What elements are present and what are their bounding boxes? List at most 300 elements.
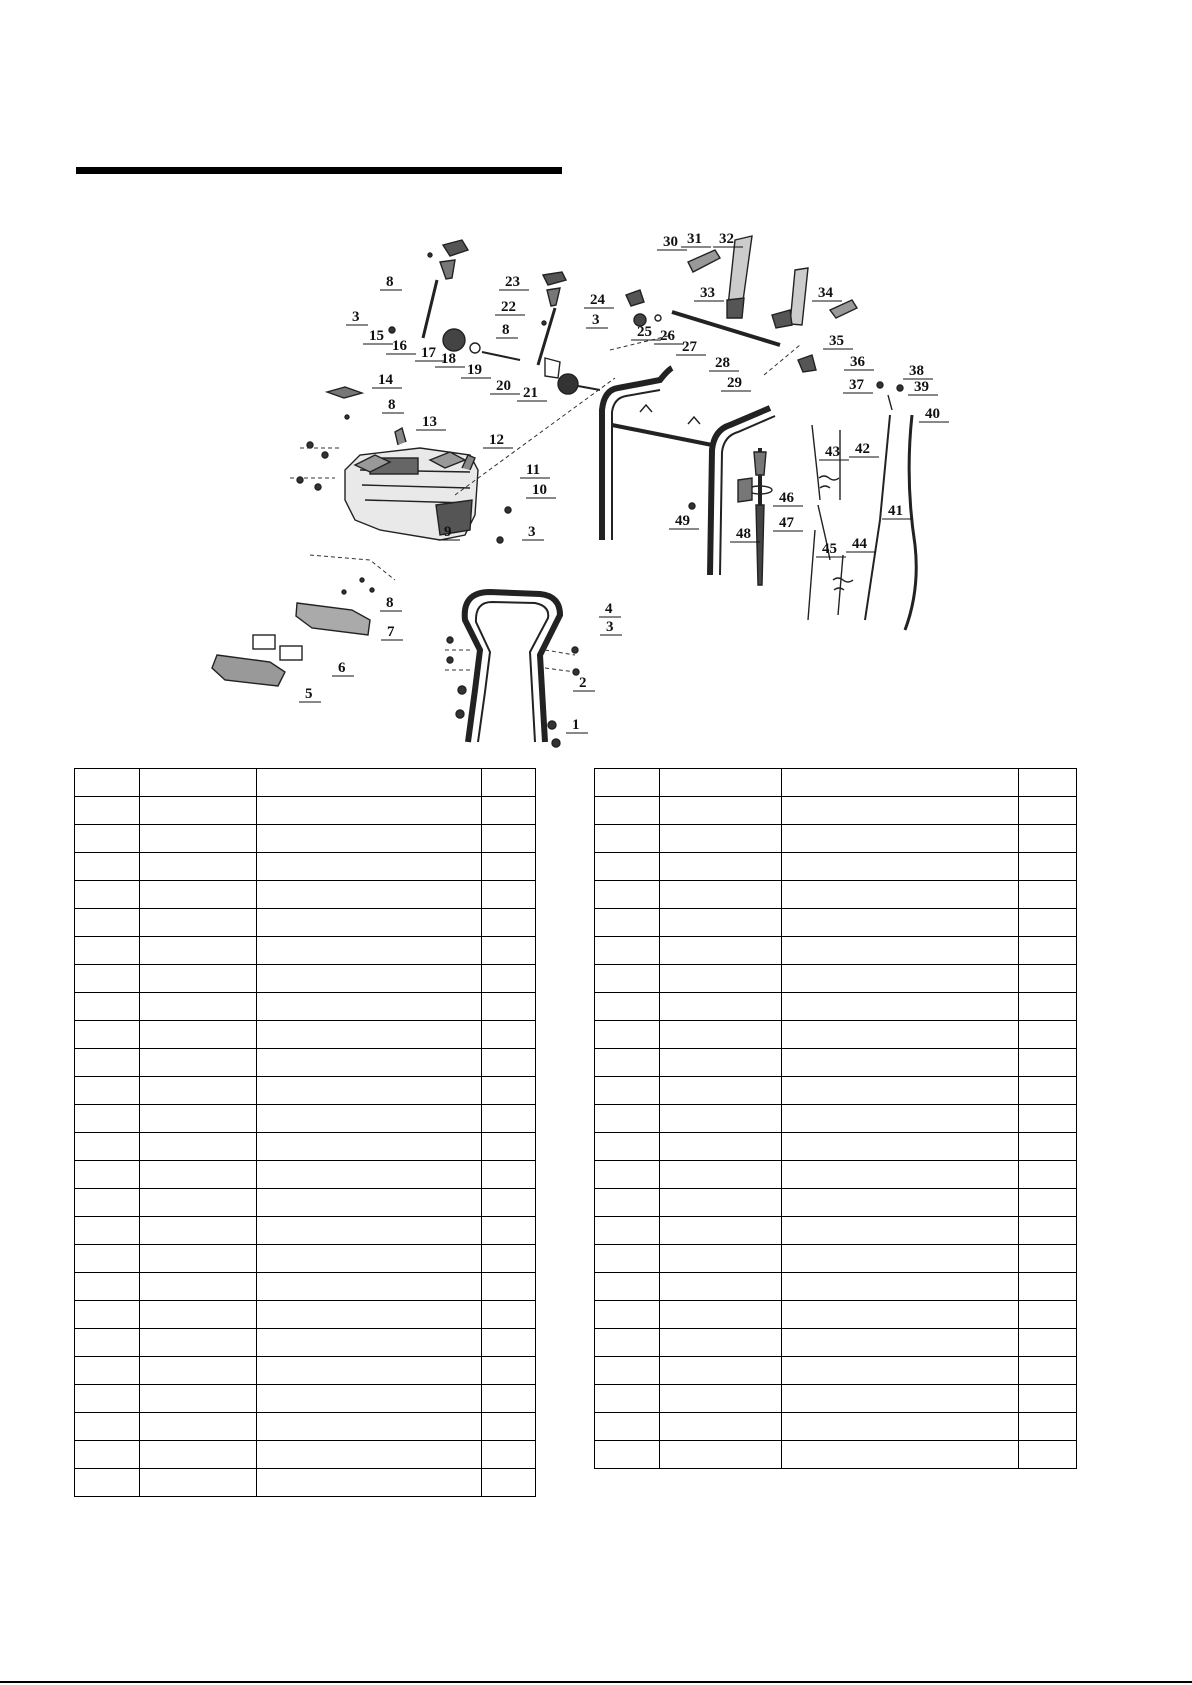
right-table-cell	[782, 1021, 1019, 1049]
callout-40: 40	[925, 406, 940, 422]
footer-rule	[0, 1681, 1192, 1683]
right-table-cell	[660, 881, 782, 909]
left-table-cell	[482, 853, 536, 881]
right-table-cell	[660, 1329, 782, 1357]
right-table-cell	[660, 769, 782, 797]
left-table-cell	[75, 909, 140, 937]
left-table-cell	[257, 909, 482, 937]
left-table-cell	[140, 1049, 257, 1077]
callout-12: 12	[489, 432, 504, 448]
right-table-cell	[660, 1273, 782, 1301]
table-row	[595, 1161, 1077, 1189]
left-table-cell	[140, 1021, 257, 1049]
callout-17: 17	[421, 345, 436, 361]
callout-11: 11	[526, 462, 541, 478]
callout-46: 46	[779, 490, 794, 506]
callout-8: 8	[388, 397, 396, 413]
table-row	[595, 1301, 1077, 1329]
right-table-cell	[1019, 1189, 1077, 1217]
right-table-cell	[660, 1161, 782, 1189]
left-table-cell	[140, 993, 257, 1021]
table-row	[595, 1217, 1077, 1245]
left-table-cell	[75, 1329, 140, 1357]
table-row	[595, 1357, 1077, 1385]
right-table-cell	[1019, 853, 1077, 881]
left-table-cell	[482, 993, 536, 1021]
left-table-cell	[482, 1385, 536, 1413]
right-table-cell	[1019, 965, 1077, 993]
left-table-cell	[482, 1161, 536, 1189]
table-row	[595, 937, 1077, 965]
right-table-cell	[782, 1413, 1019, 1441]
left-table-cell	[140, 769, 257, 797]
callout-49: 49	[675, 513, 690, 529]
left-table-cell	[482, 1273, 536, 1301]
table-row	[75, 797, 536, 825]
table-row	[75, 1301, 536, 1329]
table-row	[595, 909, 1077, 937]
left-table-cell	[140, 1357, 257, 1385]
left-table-cell	[140, 1385, 257, 1413]
table-row	[75, 825, 536, 853]
callout-35: 35	[829, 333, 844, 349]
left-table-cell	[257, 1049, 482, 1077]
right-table-cell	[595, 1273, 660, 1301]
right-table-cell	[782, 909, 1019, 937]
right-table-cell	[660, 1217, 782, 1245]
left-table-cell	[140, 1245, 257, 1273]
right-table-cell	[782, 937, 1019, 965]
right-table-cell	[1019, 1413, 1077, 1441]
callout-20: 20	[496, 378, 511, 394]
right-table-cell	[595, 909, 660, 937]
left-table-cell	[257, 1441, 482, 1469]
callout-28: 28	[715, 355, 730, 371]
left-table-cell	[257, 825, 482, 853]
callout-7: 7	[387, 624, 395, 640]
left-table-cell	[75, 1301, 140, 1329]
left-table-cell	[75, 853, 140, 881]
left-table-cell	[482, 1077, 536, 1105]
left-table-cell	[257, 1301, 482, 1329]
table-row	[595, 1245, 1077, 1273]
left-table-cell	[482, 1133, 536, 1161]
left-table-cell	[257, 993, 482, 1021]
left-table-cell	[75, 797, 140, 825]
right-table-cell	[660, 1385, 782, 1413]
left-table-cell	[257, 797, 482, 825]
left-table-cell	[75, 1189, 140, 1217]
right-table-cell	[782, 1161, 1019, 1189]
right-table-cell	[782, 1105, 1019, 1133]
left-table-cell	[75, 825, 140, 853]
callout-39: 39	[914, 379, 929, 395]
table-row	[595, 769, 1077, 797]
right-table-cell	[1019, 1217, 1077, 1245]
table-row	[75, 1105, 536, 1133]
right-table-cell	[782, 769, 1019, 797]
left-table-cell	[140, 965, 257, 993]
left-table-cell	[140, 1469, 257, 1497]
table-row	[75, 909, 536, 937]
right-table-cell	[595, 1245, 660, 1273]
callout-3: 3	[352, 309, 360, 325]
left-table-cell	[140, 909, 257, 937]
table-row	[595, 1077, 1077, 1105]
right-table-cell	[782, 965, 1019, 993]
table-row	[75, 1189, 536, 1217]
left-table-cell	[482, 881, 536, 909]
callout-3: 3	[592, 312, 600, 328]
left-table-cell	[482, 1217, 536, 1245]
left-table-cell	[75, 769, 140, 797]
callout-2: 2	[579, 675, 587, 691]
right-table-cell	[595, 1189, 660, 1217]
left-table-cell	[482, 909, 536, 937]
table-row	[75, 1357, 536, 1385]
right-table-cell	[1019, 1049, 1077, 1077]
table-row	[75, 881, 536, 909]
left-table-cell	[257, 853, 482, 881]
right-table-cell	[595, 965, 660, 993]
right-table-cell	[595, 825, 660, 853]
table-row	[595, 1189, 1077, 1217]
left-table-cell	[482, 1189, 536, 1217]
callout-37: 37	[849, 377, 864, 393]
right-table-cell	[660, 1049, 782, 1077]
right-table-cell	[1019, 1329, 1077, 1357]
left-table-cell	[75, 1133, 140, 1161]
right-table-cell	[595, 993, 660, 1021]
left-table-cell	[257, 769, 482, 797]
left-table-cell	[75, 1413, 140, 1441]
right-table-cell	[660, 1441, 782, 1469]
callout-9: 9	[444, 524, 452, 540]
right-table-cell	[660, 825, 782, 853]
right-table-cell	[660, 1301, 782, 1329]
callout-41: 41	[888, 503, 903, 519]
left-table-cell	[140, 1105, 257, 1133]
right-table-cell	[782, 881, 1019, 909]
right-table-cell	[595, 1413, 660, 1441]
right-table-cell	[660, 1357, 782, 1385]
table-row	[595, 825, 1077, 853]
left-table-cell	[75, 1441, 140, 1469]
table-row	[75, 1133, 536, 1161]
left-table-cell	[140, 1133, 257, 1161]
left-table-cell	[75, 1049, 140, 1077]
table-row	[595, 1441, 1077, 1469]
table-row	[595, 1273, 1077, 1301]
right-table-cell	[1019, 881, 1077, 909]
left-table-cell	[257, 881, 482, 909]
callout-23: 23	[505, 274, 520, 290]
callout-21: 21	[523, 385, 538, 401]
left-table-cell	[75, 1161, 140, 1189]
left-table-cell	[75, 1077, 140, 1105]
callout-10: 10	[532, 482, 547, 498]
left-table-cell	[257, 1217, 482, 1245]
left-table-cell	[257, 937, 482, 965]
right-table-cell	[782, 825, 1019, 853]
right-table-cell	[1019, 1357, 1077, 1385]
table-row	[75, 993, 536, 1021]
table-row	[595, 1049, 1077, 1077]
right-table-cell	[1019, 1245, 1077, 1273]
right-table-cell	[595, 1161, 660, 1189]
callout-25: 25	[637, 324, 652, 340]
callout-18: 18	[441, 351, 456, 367]
right-table-cell	[782, 1189, 1019, 1217]
callout-30: 30	[663, 234, 678, 250]
right-table-cell	[1019, 1161, 1077, 1189]
right-table-cell	[782, 1441, 1019, 1469]
left-table-cell	[482, 937, 536, 965]
right-table-cell	[660, 1413, 782, 1441]
left-table-cell	[140, 1273, 257, 1301]
table-row	[75, 937, 536, 965]
callout-5: 5	[305, 686, 313, 702]
right-table-cell	[782, 1357, 1019, 1385]
right-table-cell	[1019, 825, 1077, 853]
left-table-cell	[482, 1301, 536, 1329]
right-table-cell	[782, 1385, 1019, 1413]
callout-47: 47	[779, 515, 794, 531]
callout-14: 14	[378, 372, 393, 388]
left-table-cell	[482, 797, 536, 825]
left-table-cell	[140, 1413, 257, 1441]
right-table-cell	[595, 1441, 660, 1469]
right-table-cell	[1019, 1441, 1077, 1469]
callout-8: 8	[386, 595, 394, 611]
right-table-cell	[595, 1357, 660, 1385]
left-table-cell	[257, 965, 482, 993]
table-row	[75, 965, 536, 993]
table-row	[595, 1133, 1077, 1161]
callout-43: 43	[825, 444, 840, 460]
left-table-cell	[482, 825, 536, 853]
callout-16: 16	[392, 338, 407, 354]
table-row	[595, 1413, 1077, 1441]
right-table-cell	[782, 1245, 1019, 1273]
left-table-cell	[140, 797, 257, 825]
right-table-cell	[782, 993, 1019, 1021]
right-table-cell	[1019, 993, 1077, 1021]
diagram-artwork	[212, 236, 916, 747]
left-table-cell	[75, 1245, 140, 1273]
parts-list-table-right	[594, 768, 1077, 1469]
left-table-cell	[75, 1217, 140, 1245]
right-table-cell	[1019, 1273, 1077, 1301]
table-row	[595, 881, 1077, 909]
left-table-cell	[140, 1301, 257, 1329]
callout-38: 38	[909, 363, 924, 379]
left-table-cell	[257, 1273, 482, 1301]
left-table-cell	[482, 1329, 536, 1357]
right-table-cell	[660, 993, 782, 1021]
left-table-cell	[482, 1049, 536, 1077]
table-row	[595, 1021, 1077, 1049]
right-table-cell	[1019, 1105, 1077, 1133]
table-row	[75, 1413, 536, 1441]
right-table-cell	[782, 1077, 1019, 1105]
callout-27: 27	[682, 339, 697, 355]
table-row	[75, 1049, 536, 1077]
left-table-cell	[257, 1385, 482, 1413]
left-table-cell	[140, 937, 257, 965]
right-table-cell	[595, 881, 660, 909]
left-table-cell	[257, 1077, 482, 1105]
right-table-cell	[1019, 937, 1077, 965]
right-table-cell	[595, 937, 660, 965]
callout-22: 22	[501, 299, 516, 315]
right-table-cell	[1019, 797, 1077, 825]
right-table-cell	[1019, 1133, 1077, 1161]
table-row	[75, 853, 536, 881]
right-table-cell	[595, 1105, 660, 1133]
callout-32: 32	[719, 231, 734, 247]
left-table-cell	[482, 1413, 536, 1441]
callout-34: 34	[818, 285, 833, 301]
left-table-cell	[482, 1357, 536, 1385]
left-table-cell	[75, 1469, 140, 1497]
right-table-cell	[782, 1329, 1019, 1357]
callout-15: 15	[369, 328, 384, 344]
right-table-cell	[595, 1021, 660, 1049]
callout-31: 31	[687, 231, 702, 247]
right-table-cell	[660, 1021, 782, 1049]
left-table-cell	[257, 1021, 482, 1049]
right-table-cell	[660, 909, 782, 937]
left-table-cell	[75, 1105, 140, 1133]
right-table-cell	[595, 1077, 660, 1105]
left-table-cell	[257, 1245, 482, 1273]
right-table-cell	[782, 1133, 1019, 1161]
table-row	[75, 1077, 536, 1105]
right-table-cell	[595, 1329, 660, 1357]
callout-48: 48	[736, 526, 751, 542]
exploded-parts-diagram	[0, 0, 1192, 760]
right-table-cell	[1019, 1077, 1077, 1105]
table-row	[75, 1329, 536, 1357]
left-table-cell	[75, 1385, 140, 1413]
callout-4: 4	[605, 601, 613, 617]
left-table-cell	[140, 1329, 257, 1357]
callout-26: 26	[660, 328, 675, 344]
left-table-cell	[140, 1441, 257, 1469]
table-row	[595, 797, 1077, 825]
callout-29: 29	[727, 375, 742, 391]
left-table-cell	[257, 1133, 482, 1161]
left-table-cell	[75, 937, 140, 965]
parts-list-table-left	[74, 768, 536, 1497]
left-table-cell	[257, 1329, 482, 1357]
right-table-cell	[595, 769, 660, 797]
left-table-cell	[140, 825, 257, 853]
table-row	[75, 1217, 536, 1245]
table-row	[75, 1469, 536, 1497]
right-table-cell	[660, 1189, 782, 1217]
callout-1: 1	[572, 717, 580, 733]
left-table-cell	[257, 1357, 482, 1385]
left-table-cell	[140, 1189, 257, 1217]
callout-19: 19	[467, 362, 482, 378]
right-table-cell	[782, 1301, 1019, 1329]
left-table-cell	[257, 1469, 482, 1497]
left-table-cell	[75, 881, 140, 909]
table-row	[75, 1021, 536, 1049]
right-table-cell	[660, 937, 782, 965]
callout-44: 44	[852, 536, 867, 552]
table-row	[75, 1161, 536, 1189]
left-table-cell	[75, 1357, 140, 1385]
table-row	[595, 993, 1077, 1021]
table-row	[595, 1105, 1077, 1133]
left-table-cell	[482, 1105, 536, 1133]
right-table-cell	[595, 1385, 660, 1413]
callout-8: 8	[386, 274, 394, 290]
right-table-cell	[660, 1245, 782, 1273]
left-table-cell	[257, 1105, 482, 1133]
left-table-cell	[257, 1189, 482, 1217]
right-table-cell	[782, 1217, 1019, 1245]
callout-8: 8	[502, 322, 510, 338]
right-table-cell	[595, 1217, 660, 1245]
left-table-cell	[75, 1273, 140, 1301]
callout-36: 36	[850, 354, 865, 370]
left-table-cell	[482, 965, 536, 993]
right-table-cell	[1019, 1385, 1077, 1413]
right-table-cell	[782, 797, 1019, 825]
table-row	[595, 1385, 1077, 1413]
right-table-cell	[595, 853, 660, 881]
table-row	[75, 769, 536, 797]
callout-3: 3	[528, 524, 536, 540]
right-table-cell	[595, 1133, 660, 1161]
callout-24: 24	[590, 292, 605, 308]
left-table-cell	[140, 1217, 257, 1245]
table-row	[595, 965, 1077, 993]
callout-45: 45	[822, 541, 837, 557]
left-table-cell	[140, 881, 257, 909]
left-table-cell	[75, 1021, 140, 1049]
right-table-cell	[595, 1049, 660, 1077]
left-table-cell	[482, 1441, 536, 1469]
callout-6: 6	[338, 660, 346, 676]
table-row	[75, 1245, 536, 1273]
left-table-cell	[140, 1161, 257, 1189]
right-table-cell	[782, 1273, 1019, 1301]
callout-42: 42	[855, 441, 870, 457]
left-table-cell	[140, 853, 257, 881]
right-table-cell	[1019, 769, 1077, 797]
right-table-cell	[1019, 1021, 1077, 1049]
left-table-cell	[257, 1161, 482, 1189]
right-table-cell	[1019, 909, 1077, 937]
right-table-cell	[595, 797, 660, 825]
right-table-cell	[1019, 1301, 1077, 1329]
table-row	[75, 1273, 536, 1301]
table-row	[595, 1329, 1077, 1357]
callout-13: 13	[422, 414, 437, 430]
right-table-cell	[660, 853, 782, 881]
left-table-cell	[482, 1021, 536, 1049]
right-table-cell	[595, 1301, 660, 1329]
right-table-cell	[660, 965, 782, 993]
right-table-cell	[782, 1049, 1019, 1077]
right-table-cell	[660, 1077, 782, 1105]
left-table-cell	[257, 1413, 482, 1441]
